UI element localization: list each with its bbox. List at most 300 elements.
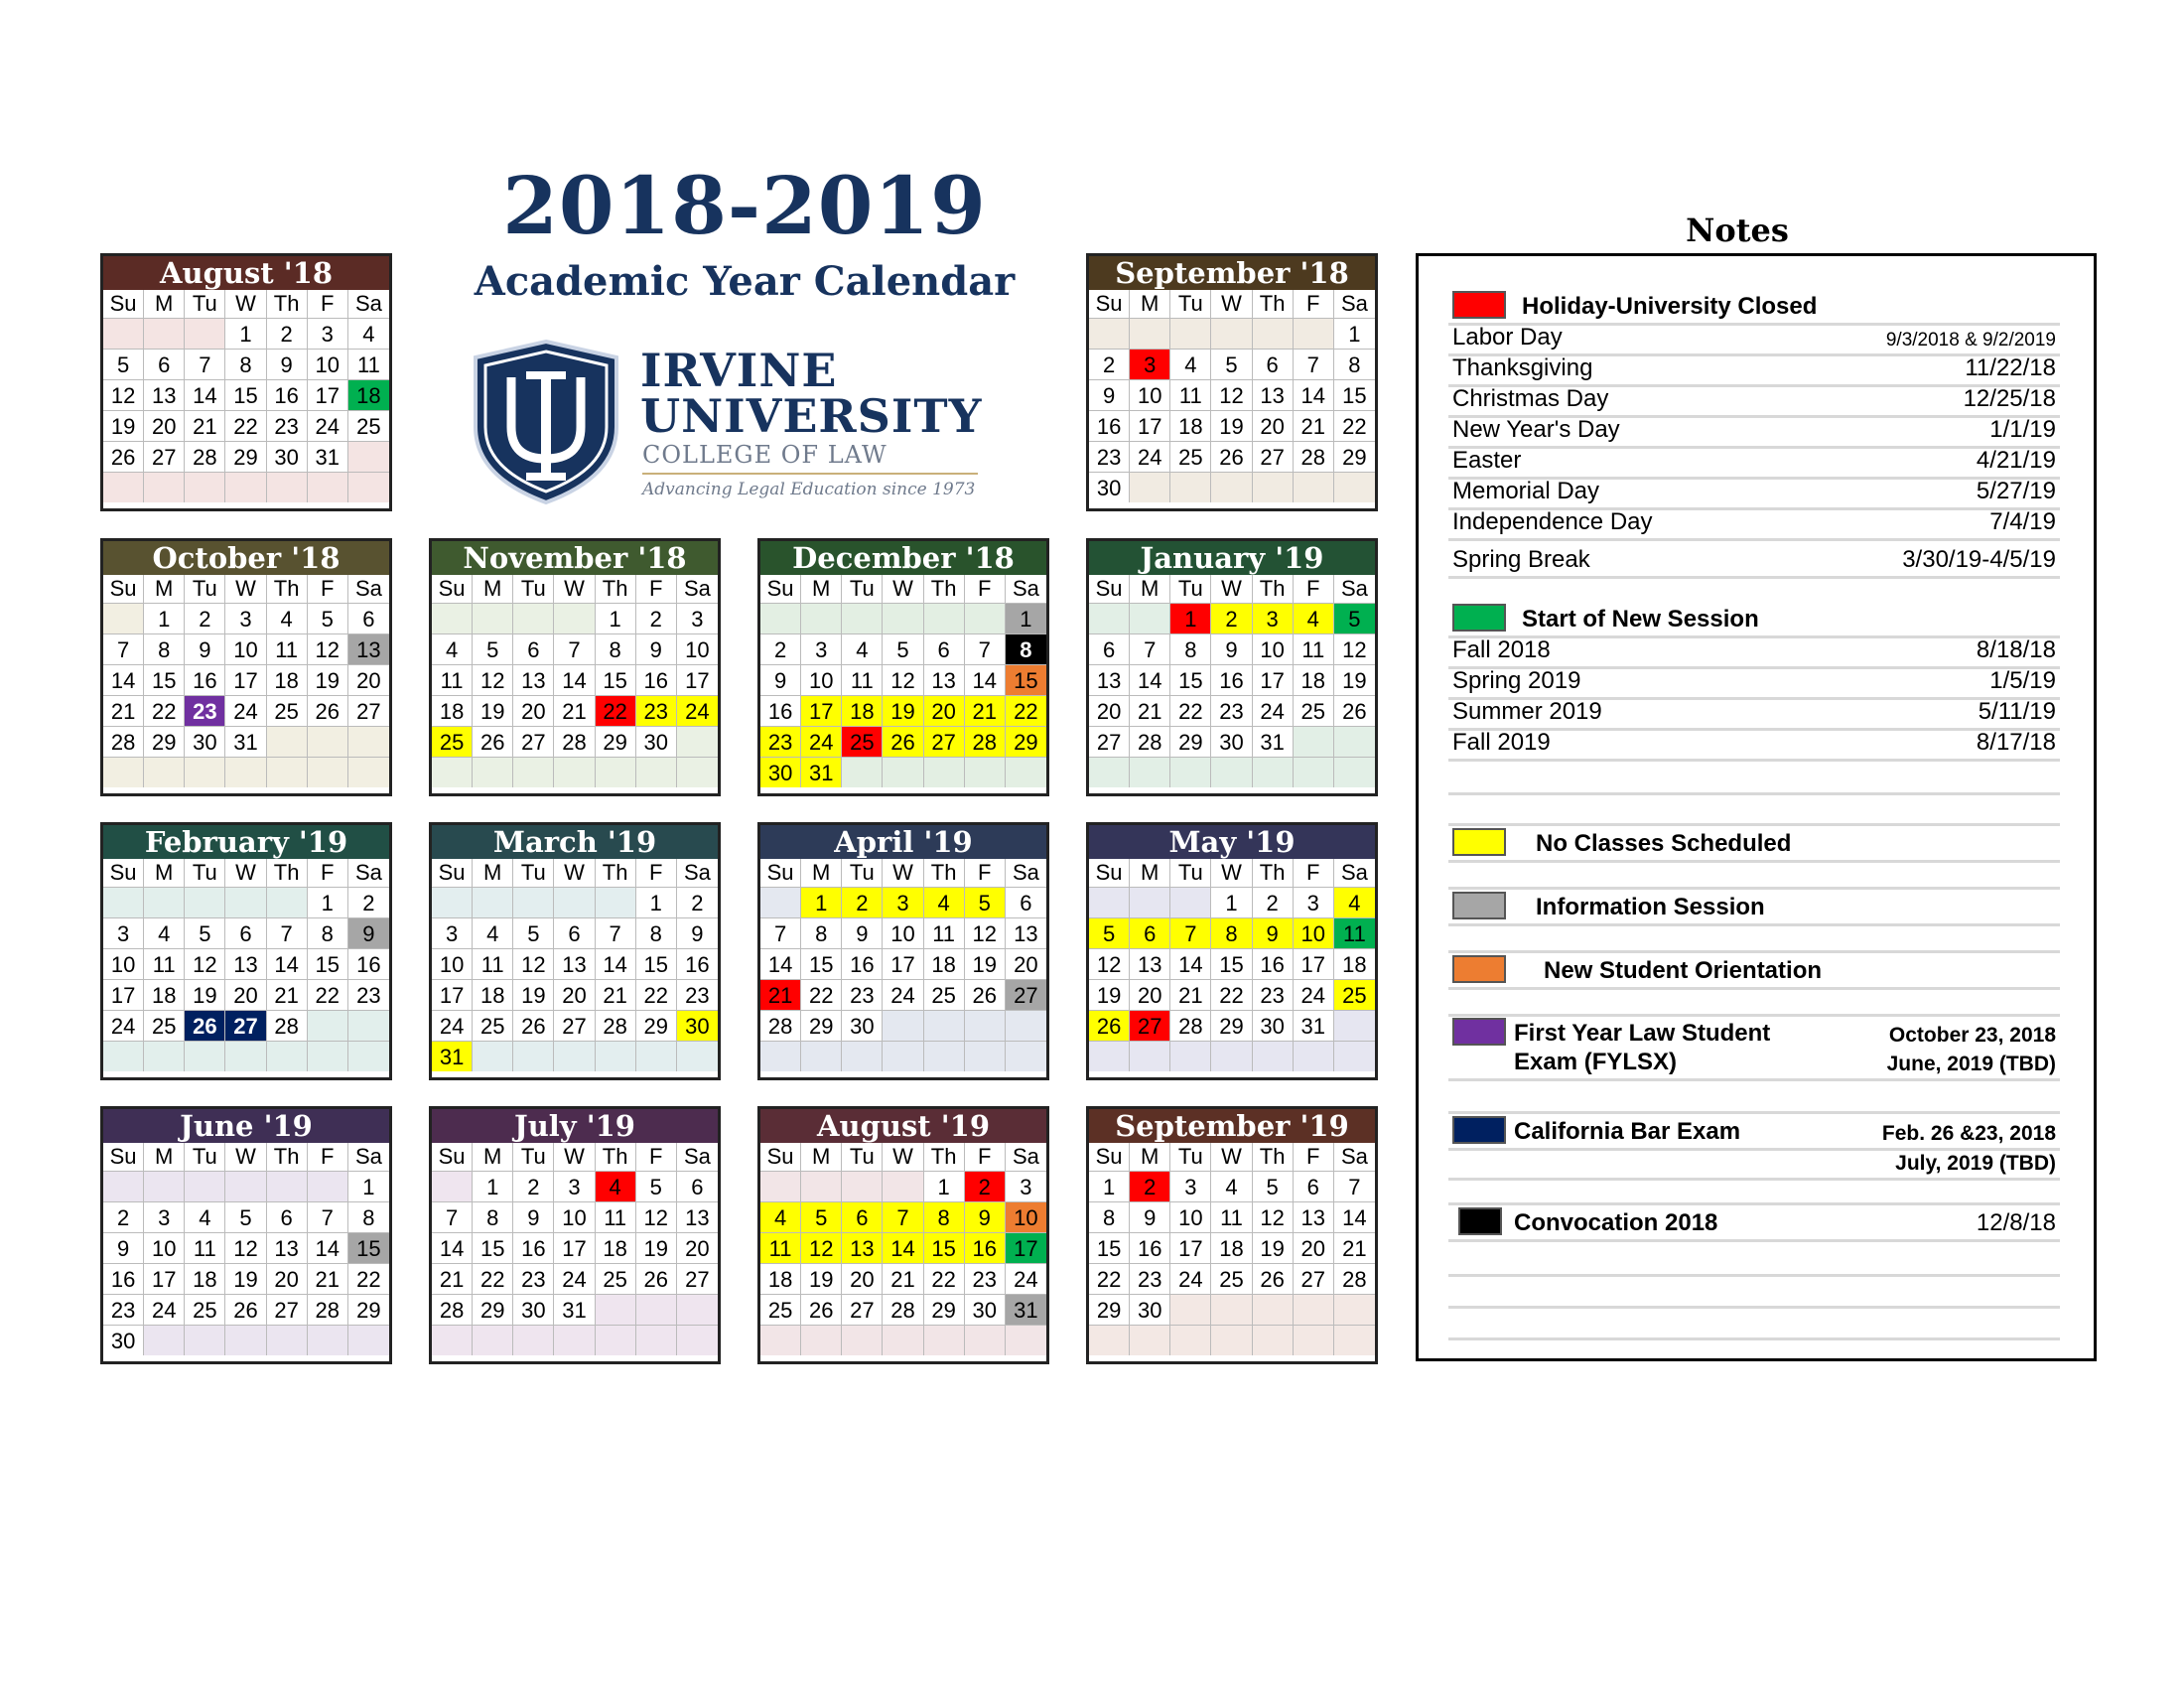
day-cell: 28 (596, 1010, 636, 1041)
day-cell: 14 (103, 664, 144, 695)
day-cell: 29 (1211, 1010, 1252, 1041)
day-cell: 28 (554, 726, 595, 757)
day-cell: 14 (267, 948, 308, 979)
weekday-label: Tu (1170, 1143, 1211, 1171)
day-cell: 12 (185, 948, 225, 979)
month-calendar (100, 253, 392, 511)
weekday-label: Tu (842, 575, 883, 603)
bar-date-2: July, 2019 (TBD) (1895, 1152, 2056, 1175)
week-row (432, 979, 718, 1010)
legend-swatch-holiday (1452, 291, 1506, 319)
day-cell: 7 (1294, 349, 1334, 379)
day-cell: 24 (432, 1010, 473, 1041)
weekday-label: F (636, 1143, 677, 1171)
day-cell: 22 (1211, 979, 1252, 1010)
day-cell: 28 (308, 1294, 348, 1325)
weekday-label: Th (267, 859, 308, 887)
day-cell: 8 (348, 1201, 389, 1232)
month-title: June '19 (103, 1109, 389, 1143)
day-cell: 2 (636, 603, 677, 633)
weekday-label: Sa (1340, 1144, 1368, 1169)
week-row (103, 1232, 389, 1263)
blank-row (1448, 1274, 2060, 1309)
day-cell: 1 (225, 318, 266, 349)
session-row (1448, 700, 2060, 731)
empty-day-cell (1130, 603, 1170, 633)
week-row (760, 1325, 1046, 1355)
day-cell: 28 (1130, 726, 1170, 757)
week-row (432, 1041, 718, 1071)
day-cell: 6 (1006, 887, 1046, 917)
empty-day-cell (965, 757, 1006, 787)
empty-day-cell (1170, 1294, 1211, 1325)
week-row (760, 948, 1046, 979)
day-cell: 4 (267, 603, 308, 633)
blank-row (1448, 1306, 2060, 1340)
day-cell: 20 (677, 1232, 718, 1263)
day-cell: 28 (965, 726, 1006, 757)
empty-day-cell (1211, 1294, 1252, 1325)
month-title: July '19 (432, 1109, 718, 1143)
weekday-label: Th (596, 859, 636, 887)
empty-day-cell (308, 472, 348, 502)
week-row (1089, 1041, 1375, 1071)
week-row (432, 917, 718, 948)
weekday-label: Su (103, 859, 144, 887)
day-cell: 23 (513, 1263, 554, 1294)
empty-day-cell (225, 1171, 266, 1201)
week-row (432, 664, 718, 695)
day-cell: 20 (1006, 948, 1046, 979)
logo-divider (642, 473, 978, 475)
weekday-label: M (473, 859, 513, 887)
legend-orientation (1448, 950, 2060, 990)
empty-day-cell (103, 1171, 144, 1201)
weekday-label: M (801, 575, 842, 603)
day-cell: 6 (1089, 633, 1130, 664)
empty-day-cell (924, 1010, 965, 1041)
session-row (1448, 731, 2060, 762)
shield-logo-icon (472, 338, 620, 506)
month-calendar (429, 538, 721, 796)
day-cell: 25 (348, 410, 389, 441)
month-calendar (100, 538, 392, 796)
day-cell: 2 (1253, 887, 1294, 917)
weekday-label: Su (1089, 1143, 1130, 1171)
day-cell: 27 (225, 1010, 266, 1041)
day-cell: 15 (801, 948, 842, 979)
day-cell: 20 (924, 695, 965, 726)
day-cell: 28 (1170, 1010, 1211, 1041)
day-cell: 14 (760, 948, 801, 979)
day-cell: 1 (348, 1171, 389, 1201)
empty-day-cell (185, 757, 225, 787)
day-cell: 5 (308, 603, 348, 633)
day-cell: 24 (225, 695, 266, 726)
day-cell: 2 (185, 603, 225, 633)
weekday-label: Sa (1340, 291, 1368, 316)
day-cell: 31 (225, 726, 266, 757)
day-cell: 23 (636, 695, 677, 726)
day-cell: 3 (554, 1171, 595, 1201)
empty-day-cell (432, 887, 473, 917)
weekday-label: F (308, 575, 348, 603)
day-cell: 15 (636, 948, 677, 979)
week-row (760, 1201, 1046, 1232)
empty-day-cell (1334, 1010, 1375, 1041)
empty-day-cell (924, 603, 965, 633)
day-cell: 25 (473, 1010, 513, 1041)
day-cell: 27 (1130, 1010, 1170, 1041)
day-cell: 31 (554, 1294, 595, 1325)
week-row (1089, 1201, 1375, 1232)
month-title: October '18 (103, 541, 389, 575)
day-cell: 16 (842, 948, 883, 979)
day-cell: 29 (1089, 1294, 1130, 1325)
day-cell: 27 (554, 1010, 595, 1041)
day-cell: 4 (924, 887, 965, 917)
holiday-row (1448, 541, 2060, 579)
month-title: February '19 (103, 825, 389, 859)
day-cell: 12 (473, 664, 513, 695)
day-cell: 15 (1006, 664, 1046, 695)
day-cell: 24 (103, 1010, 144, 1041)
day-cell: 6 (1253, 349, 1294, 379)
day-cell: 29 (1006, 726, 1046, 757)
day-cell: 24 (144, 1294, 185, 1325)
weekday-label: M (144, 1143, 185, 1171)
day-cell: 28 (1294, 441, 1334, 472)
day-cell: 6 (677, 1171, 718, 1201)
week-row (432, 1201, 718, 1232)
week-row (432, 633, 718, 664)
day-cell: 10 (1006, 1201, 1046, 1232)
empty-day-cell (801, 1171, 842, 1201)
day-cell: 5 (473, 633, 513, 664)
day-cell: 3 (677, 603, 718, 633)
week-row (103, 887, 389, 917)
calendar-year-title: 2018-2019 (502, 159, 987, 252)
day-cell: 2 (965, 1171, 1006, 1201)
day-cell: 16 (1211, 664, 1252, 695)
day-cell: 3 (432, 917, 473, 948)
weekday-label: Su (432, 859, 473, 887)
day-cell: 19 (801, 1263, 842, 1294)
day-cell: 26 (1253, 1263, 1294, 1294)
day-cell: 28 (883, 1294, 923, 1325)
weekday-label: Tu (1170, 575, 1211, 603)
empty-day-cell (801, 1325, 842, 1355)
week-row (432, 1325, 718, 1355)
legend-swatch-convocation (1458, 1207, 1502, 1235)
day-cell: 3 (225, 603, 266, 633)
day-cell: 6 (348, 603, 389, 633)
empty-day-cell (677, 1041, 718, 1071)
legend-label: California Bar Exam (1514, 1118, 1741, 1145)
month-title: November '18 (432, 541, 718, 575)
week-row (432, 948, 718, 979)
day-cell: 11 (760, 1232, 801, 1263)
day-cell: 19 (1334, 664, 1375, 695)
day-cell: 10 (883, 917, 923, 948)
day-cell: 27 (842, 1294, 883, 1325)
week-row (1089, 633, 1375, 664)
day-cell: 29 (924, 1294, 965, 1325)
empty-day-cell (883, 757, 923, 787)
day-cell: 13 (1089, 664, 1130, 695)
empty-day-cell (1211, 472, 1252, 502)
weekday-label: M (1130, 1143, 1170, 1171)
day-cell: 25 (1294, 695, 1334, 726)
day-cell: 7 (1130, 633, 1170, 664)
empty-day-cell (554, 757, 595, 787)
empty-day-cell (1253, 1294, 1294, 1325)
day-cell: 4 (1334, 887, 1375, 917)
empty-day-cell (1089, 887, 1130, 917)
day-cell: 17 (225, 664, 266, 695)
weekday-label: F (636, 575, 677, 603)
day-cell: 16 (1253, 948, 1294, 979)
empty-day-cell (1089, 1041, 1130, 1071)
weekday-label: F (1294, 1143, 1334, 1171)
day-cell: 10 (801, 664, 842, 695)
week-row (103, 948, 389, 979)
day-cell: 20 (554, 979, 595, 1010)
empty-day-cell (1130, 318, 1170, 349)
empty-day-cell (760, 1041, 801, 1071)
day-cell: 11 (473, 948, 513, 979)
day-cell: 10 (1130, 379, 1170, 410)
month-title: April '19 (760, 825, 1046, 859)
day-cell: 23 (842, 979, 883, 1010)
day-cell: 6 (554, 917, 595, 948)
day-cell: 9 (677, 917, 718, 948)
day-cell: 11 (185, 1232, 225, 1263)
weekday-header (432, 1143, 718, 1171)
day-cell: 5 (225, 1201, 266, 1232)
day-cell: 27 (513, 726, 554, 757)
weekday-label: Su (103, 1143, 144, 1171)
day-cell: 4 (348, 318, 389, 349)
empty-day-cell (677, 1325, 718, 1355)
day-cell: 28 (760, 1010, 801, 1041)
day-cell: 27 (144, 441, 185, 472)
day-cell: 8 (1089, 1201, 1130, 1232)
day-cell: 20 (842, 1263, 883, 1294)
day-cell: 1 (308, 887, 348, 917)
legend-swatch-info (1452, 892, 1506, 919)
day-cell: 26 (801, 1294, 842, 1325)
empty-day-cell (144, 1041, 185, 1071)
day-cell: 28 (185, 441, 225, 472)
empty-day-cell (1211, 1041, 1252, 1071)
empty-day-cell (842, 757, 883, 787)
week-row (432, 1294, 718, 1325)
holiday-row (1448, 510, 2060, 541)
day-cell: 16 (677, 948, 718, 979)
day-cell: 24 (1006, 1263, 1046, 1294)
day-cell: 1 (596, 603, 636, 633)
day-cell: 21 (1294, 410, 1334, 441)
empty-day-cell (965, 603, 1006, 633)
empty-day-cell (1294, 1325, 1334, 1355)
week-row (103, 1201, 389, 1232)
legend-session (1448, 599, 2060, 638)
day-cell: 18 (1334, 948, 1375, 979)
day-cell: 4 (1170, 349, 1211, 379)
holiday-row (1448, 449, 2060, 480)
holiday-name: Labor Day (1452, 324, 1563, 351)
day-cell: 8 (308, 917, 348, 948)
bar-date-1: Feb. 26 &23, 2018 (1881, 1122, 2056, 1145)
month-title: December '18 (760, 541, 1046, 575)
empty-day-cell (801, 1041, 842, 1071)
empty-day-cell (1334, 757, 1375, 787)
day-cell: 4 (1211, 1171, 1252, 1201)
day-cell: 11 (1211, 1201, 1252, 1232)
month-title: August '19 (760, 1109, 1046, 1143)
empty-day-cell (473, 757, 513, 787)
day-cell: 23 (1253, 979, 1294, 1010)
week-row (103, 1325, 389, 1355)
empty-day-cell (513, 887, 554, 917)
empty-day-cell (842, 1041, 883, 1071)
day-cell: 14 (596, 948, 636, 979)
empty-day-cell (348, 757, 389, 787)
weekday-label: Th (267, 290, 308, 318)
day-cell: 31 (1006, 1294, 1046, 1325)
week-row (103, 1263, 389, 1294)
empty-day-cell (636, 1041, 677, 1071)
day-cell: 6 (225, 917, 266, 948)
empty-day-cell (144, 472, 185, 502)
empty-day-cell (965, 1010, 1006, 1041)
day-cell: 3 (1253, 603, 1294, 633)
day-cell: 27 (1006, 979, 1046, 1010)
empty-day-cell (103, 318, 144, 349)
day-cell: 5 (965, 887, 1006, 917)
weekday-label: Su (103, 290, 144, 318)
week-row (1089, 472, 1375, 502)
empty-day-cell (883, 603, 923, 633)
day-cell: 16 (103, 1263, 144, 1294)
empty-day-cell (1211, 1325, 1252, 1355)
day-cell: 22 (1334, 410, 1375, 441)
empty-day-cell (348, 472, 389, 502)
weekday-header (103, 290, 389, 318)
day-cell: 26 (308, 695, 348, 726)
empty-day-cell (1253, 472, 1294, 502)
blank-row (1448, 990, 2060, 1017)
day-cell: 26 (1211, 441, 1252, 472)
day-cell: 12 (1089, 948, 1130, 979)
day-cell: 21 (185, 410, 225, 441)
day-cell: 27 (1089, 726, 1130, 757)
weekday-label: Su (1089, 575, 1130, 603)
holiday-name: Thanksgiving (1452, 354, 1593, 381)
day-cell: 13 (225, 948, 266, 979)
weekday-header (103, 1143, 389, 1171)
session-name: Spring 2019 (1452, 667, 1581, 694)
day-cell: 17 (144, 1263, 185, 1294)
day-cell: 3 (144, 1201, 185, 1232)
day-cell: 16 (513, 1232, 554, 1263)
empty-day-cell (1334, 1041, 1375, 1071)
day-cell: 26 (513, 1010, 554, 1041)
week-row (103, 979, 389, 1010)
day-cell: 9 (842, 917, 883, 948)
day-cell: 17 (883, 948, 923, 979)
day-cell: 14 (1130, 664, 1170, 695)
week-row (1089, 603, 1375, 633)
week-row (760, 695, 1046, 726)
day-cell: 29 (1334, 441, 1375, 472)
day-cell: 31 (1294, 1010, 1334, 1041)
empty-day-cell (267, 726, 308, 757)
empty-day-cell (554, 887, 595, 917)
day-cell: 24 (554, 1263, 595, 1294)
day-cell: 4 (596, 1171, 636, 1201)
day-cell: 10 (677, 633, 718, 664)
weekday-label: F (1294, 575, 1334, 603)
weekday-label: W (1211, 290, 1252, 318)
day-cell: 8 (1211, 917, 1252, 948)
day-cell: 21 (432, 1263, 473, 1294)
day-cell: 24 (308, 410, 348, 441)
empty-day-cell (432, 1171, 473, 1201)
day-cell: 21 (883, 1263, 923, 1294)
empty-day-cell (103, 757, 144, 787)
day-cell: 2 (103, 1201, 144, 1232)
day-cell: 16 (760, 695, 801, 726)
day-cell: 8 (801, 917, 842, 948)
day-cell: 30 (103, 1325, 144, 1355)
week-row (1089, 1232, 1375, 1263)
week-row (1089, 917, 1375, 948)
day-cell: 6 (924, 633, 965, 664)
day-cell: 7 (432, 1201, 473, 1232)
empty-day-cell (1294, 726, 1334, 757)
weekday-label: W (225, 575, 266, 603)
weekday-label: Tu (185, 1143, 225, 1171)
legend-label: Holiday-University Closed (1522, 293, 1818, 320)
empty-day-cell (1006, 757, 1046, 787)
weekday-label: Su (1089, 859, 1130, 887)
day-cell: 18 (473, 979, 513, 1010)
day-cell: 25 (185, 1294, 225, 1325)
day-cell: 22 (348, 1263, 389, 1294)
day-cell: 4 (842, 633, 883, 664)
day-cell: 6 (1130, 917, 1170, 948)
day-cell: 25 (842, 726, 883, 757)
day-cell: 12 (883, 664, 923, 695)
month-calendar (1086, 253, 1378, 511)
day-cell: 23 (267, 410, 308, 441)
day-cell: 20 (513, 695, 554, 726)
blank-row (1448, 792, 2060, 826)
day-cell: 18 (924, 948, 965, 979)
day-cell: 10 (554, 1201, 595, 1232)
day-cell: 26 (185, 1010, 225, 1041)
week-row (432, 726, 718, 757)
empty-day-cell (185, 1325, 225, 1355)
week-row (103, 603, 389, 633)
weekday-header (760, 575, 1046, 603)
empty-day-cell (1089, 757, 1130, 787)
day-cell: 11 (432, 664, 473, 695)
empty-day-cell (883, 1171, 923, 1201)
holiday-name: Christmas Day (1452, 385, 1609, 412)
